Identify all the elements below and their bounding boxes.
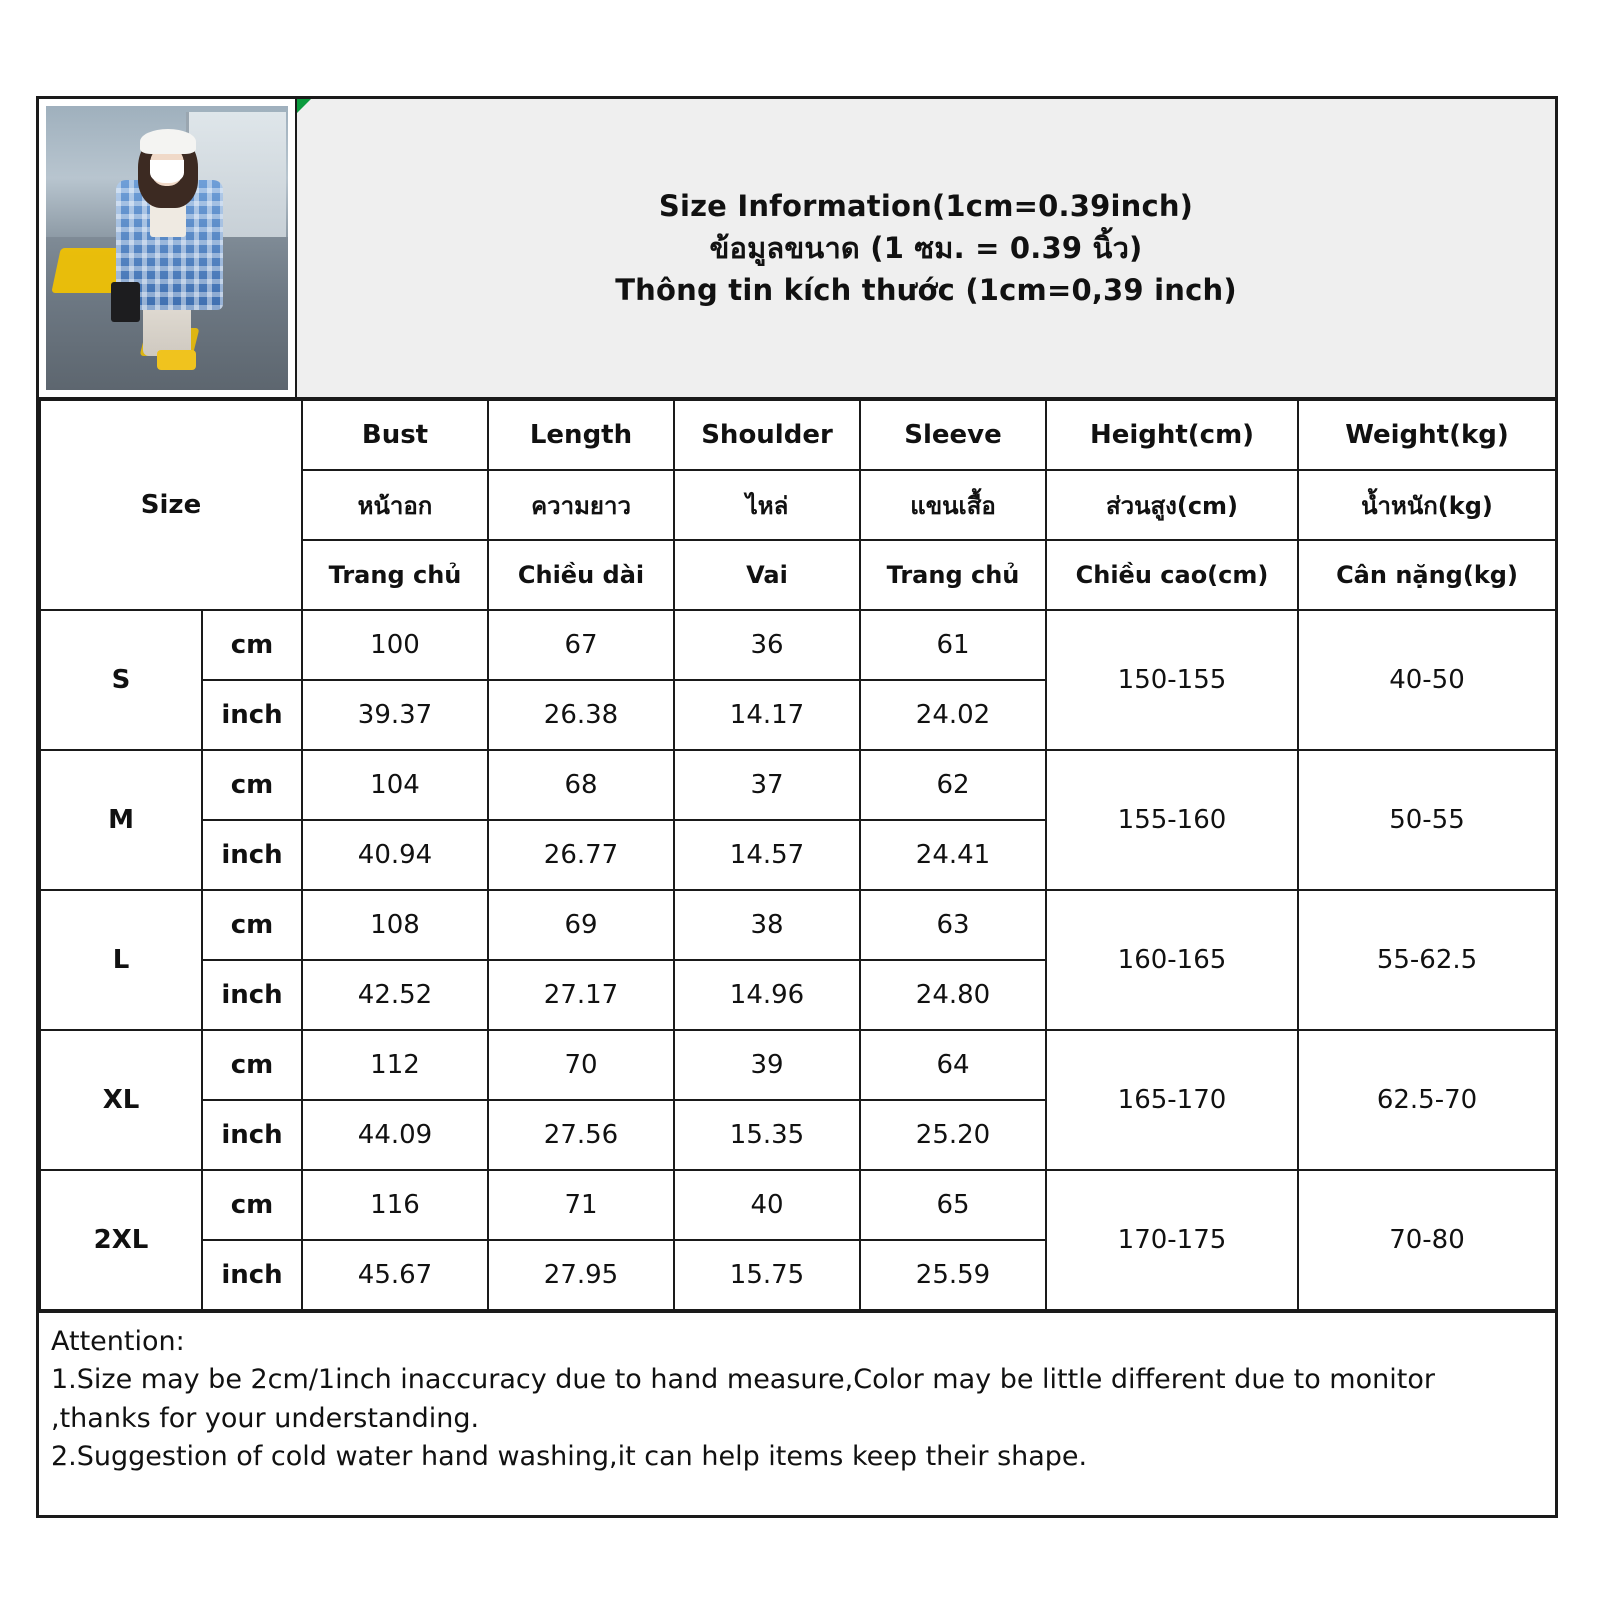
table-row — [40, 750, 1556, 820]
col-header-weight-th: น้ำหนัก(kg) — [1298, 470, 1556, 540]
title-block — [297, 99, 1555, 399]
cell-bust-inch-xl: 44.09 — [302, 1100, 488, 1170]
cell-bust-inch-m: 40.94 — [302, 820, 488, 890]
cell-shoulder-inch-l: 14.96 — [674, 960, 860, 1030]
row-unit-inch-xl: inch — [202, 1100, 302, 1170]
row-size-label-xl: XL — [40, 1030, 202, 1170]
cell-shoulder-inch-s: 14.17 — [674, 680, 860, 750]
row-unit-inch-m: inch — [202, 820, 302, 890]
attention-line-1: 1.Size may be 2cm/1inch inaccuracy due to hand measure,Color may be little different due to monitor — [51, 1364, 1435, 1396]
cell-length-inch-l: 27.17 — [488, 960, 674, 1030]
attention-heading: Attention: — [51, 1326, 185, 1357]
cell-height-s: 150-155 — [1046, 610, 1298, 750]
attention-line-2: ,thanks for your understanding. — [51, 1402, 480, 1434]
cell-bust-cm-s: 100 — [302, 610, 488, 680]
cell-length-cm-m: 68 — [488, 750, 674, 820]
cell-length-inch-s: 26.38 — [488, 680, 674, 750]
col-header-height-th: ส่วนสูง(cm) — [1046, 470, 1298, 540]
cell-sleeve-inch-s: 24.02 — [860, 680, 1046, 750]
cell-length-inch-2xl: 27.95 — [488, 1240, 674, 1310]
cell-sleeve-cm-m: 62 — [860, 750, 1046, 820]
photo-model-shoes — [157, 350, 196, 370]
table-row — [40, 890, 1556, 960]
cell-sleeve-inch-m: 24.41 — [860, 820, 1046, 890]
row-size-label-m: M — [40, 750, 202, 890]
cell-bust-cm-xl: 112 — [302, 1030, 488, 1100]
cell-shoulder-cm-s: 36 — [674, 610, 860, 680]
title-line-en: Size Information(1cm=0.39inch) — [658, 188, 1194, 223]
title-line-th: ข้อมูลขนาด (1 ซม. = 0.39 นิ้ว) — [709, 230, 1143, 265]
col-header-sleeve-en: Sleeve — [860, 400, 1046, 470]
col-header-length-th: ความยาว — [488, 470, 674, 540]
size-column-title: Size — [40, 400, 302, 610]
cell-shoulder-inch-xl: 15.35 — [674, 1100, 860, 1170]
cell-sleeve-inch-2xl: 25.59 — [860, 1240, 1046, 1310]
col-header-shoulder-th: ไหล่ — [674, 470, 860, 540]
col-header-sleeve-th: แขนเสื้อ — [860, 470, 1046, 540]
col-header-bust-en: Bust — [302, 400, 488, 470]
cell-sleeve-cm-xl: 64 — [860, 1030, 1046, 1100]
size-chart-sheet — [36, 96, 1558, 1518]
cell-bust-inch-2xl: 45.67 — [302, 1240, 488, 1310]
cell-shoulder-cm-2xl: 40 — [674, 1170, 860, 1240]
row-unit-cm-s: cm — [202, 610, 302, 680]
cell-bust-inch-s: 39.37 — [302, 680, 488, 750]
cell-sleeve-cm-2xl: 65 — [860, 1170, 1046, 1240]
cell-height-2xl: 170-175 — [1046, 1170, 1298, 1310]
row-unit-inch-l: inch — [202, 960, 302, 1030]
cell-bust-cm-2xl: 116 — [302, 1170, 488, 1240]
row-unit-inch-s: inch — [202, 680, 302, 750]
cell-sleeve-inch-xl: 25.20 — [860, 1100, 1046, 1170]
table-row — [40, 1170, 1556, 1240]
cell-length-inch-xl: 27.56 — [488, 1100, 674, 1170]
col-header-sleeve-vi: Trang chủ — [860, 540, 1046, 610]
cell-sleeve-inch-l: 24.80 — [860, 960, 1046, 1030]
col-header-bust-vi: Trang chủ — [302, 540, 488, 610]
col-header-length-en: Length — [488, 400, 674, 470]
attention-line-3: 2.Suggestion of cold water hand washing,it can help items keep their shape. — [51, 1440, 1088, 1472]
cell-length-cm-l: 69 — [488, 890, 674, 960]
cell-length-inch-m: 26.77 — [488, 820, 674, 890]
cell-length-cm-xl: 70 — [488, 1030, 674, 1100]
size-measurements-table — [39, 399, 1557, 1311]
green-corner-marker — [297, 99, 311, 113]
col-header-weight-vi: Cân nặng(kg) — [1298, 540, 1556, 610]
col-header-shoulder-vi: Vai — [674, 540, 860, 610]
row-size-label-l: L — [40, 890, 202, 1030]
cell-bust-inch-l: 42.52 — [302, 960, 488, 1030]
cell-shoulder-cm-l: 38 — [674, 890, 860, 960]
cell-height-l: 160-165 — [1046, 890, 1298, 1030]
cell-shoulder-cm-m: 37 — [674, 750, 860, 820]
table-row — [40, 610, 1556, 680]
cell-height-m: 155-160 — [1046, 750, 1298, 890]
col-header-bust-th: หน้าอก — [302, 470, 488, 540]
col-header-shoulder-en: Shoulder — [674, 400, 860, 470]
cell-length-cm-s: 67 — [488, 610, 674, 680]
cell-weight-l: 55-62.5 — [1298, 890, 1556, 1030]
cell-bust-cm-m: 104 — [302, 750, 488, 820]
cell-weight-s: 40-50 — [1298, 610, 1556, 750]
photo-model-hat — [140, 129, 196, 155]
cell-weight-2xl: 70-80 — [1298, 1170, 1556, 1310]
row-unit-cm-l: cm — [202, 890, 302, 960]
photo-model-mask — [150, 160, 184, 183]
title-line-vi: Thông tin kích thước (1cm=0,39 inch) — [615, 273, 1237, 308]
cell-shoulder-inch-2xl: 15.75 — [674, 1240, 860, 1310]
table-header-row-en — [40, 400, 1556, 470]
cell-weight-xl: 62.5-70 — [1298, 1030, 1556, 1170]
col-header-weight-en: Weight(kg) — [1298, 400, 1556, 470]
table-row — [40, 1030, 1556, 1100]
header-area — [39, 99, 1555, 399]
col-header-height-en: Height(cm) — [1046, 400, 1298, 470]
cell-weight-m: 50-55 — [1298, 750, 1556, 890]
row-size-label-s: S — [40, 610, 202, 750]
product-photo — [46, 106, 288, 390]
product-photo-cell — [39, 99, 297, 399]
row-unit-cm-2xl: cm — [202, 1170, 302, 1240]
cell-shoulder-cm-xl: 39 — [674, 1030, 860, 1100]
col-header-height-vi: Chiều cao(cm) — [1046, 540, 1298, 610]
row-size-label-2xl: 2XL — [40, 1170, 202, 1310]
photo-model-bag — [111, 282, 140, 322]
col-header-length-vi: Chiều dài — [488, 540, 674, 610]
row-unit-cm-m: cm — [202, 750, 302, 820]
cell-height-xl: 165-170 — [1046, 1030, 1298, 1170]
cell-shoulder-inch-m: 14.57 — [674, 820, 860, 890]
row-unit-inch-2xl: inch — [202, 1240, 302, 1310]
cell-bust-cm-l: 108 — [302, 890, 488, 960]
cell-sleeve-cm-l: 63 — [860, 890, 1046, 960]
cell-sleeve-cm-s: 61 — [860, 610, 1046, 680]
attention-notes — [39, 1311, 1555, 1476]
cell-length-cm-2xl: 71 — [488, 1170, 674, 1240]
row-unit-cm-xl: cm — [202, 1030, 302, 1100]
